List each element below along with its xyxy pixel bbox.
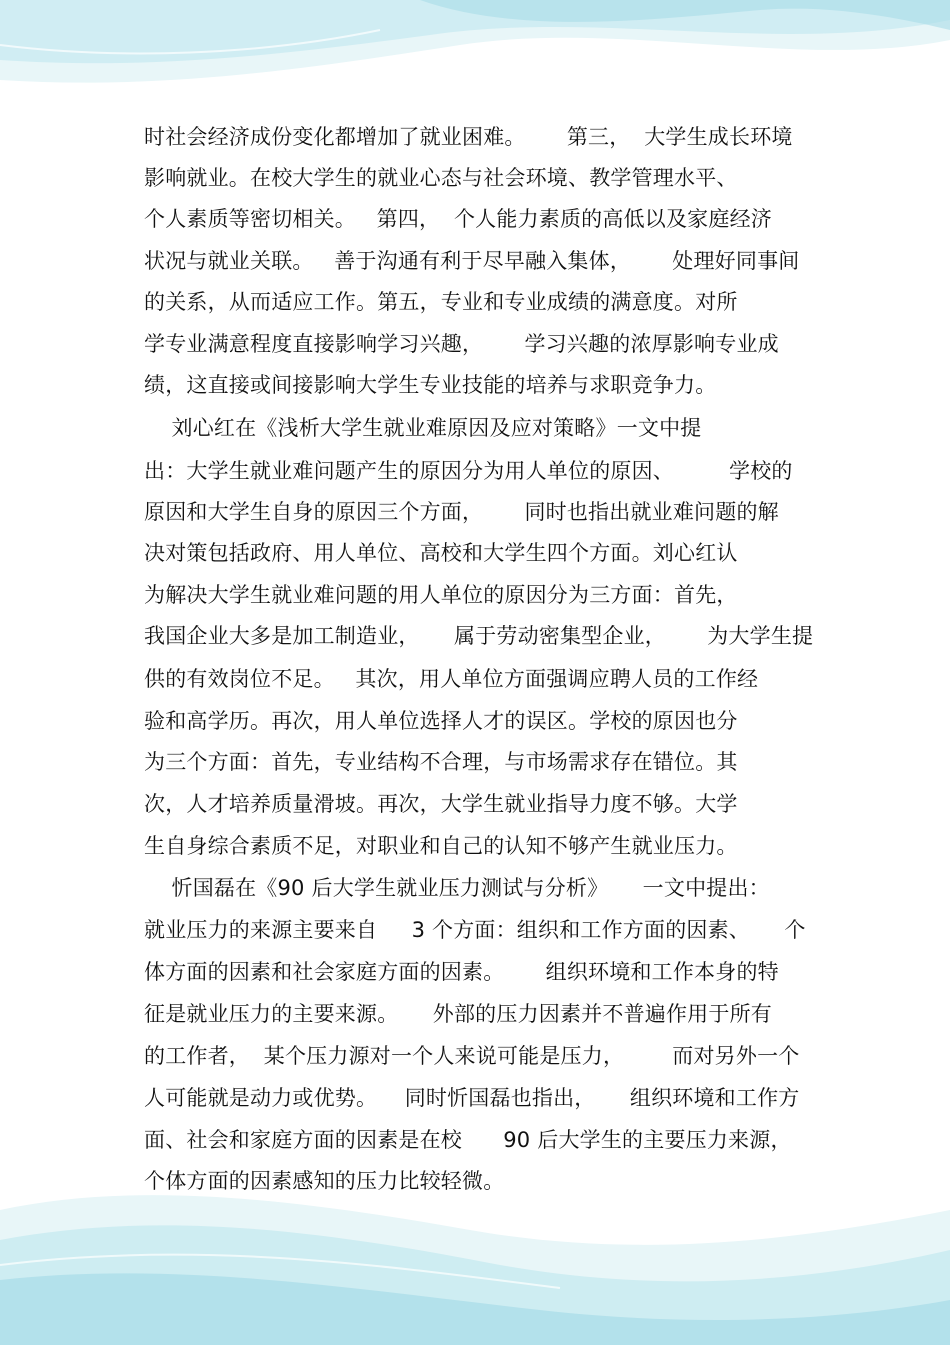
text-line: 就业压力的来源主要来自 3 个方面：组织和工作方面的因素、 个 (144, 918, 806, 942)
text-line: 次，人才培养质量滑坡。再次，大学生就业指导力度不够。大学 (144, 792, 738, 816)
text-line: 为三个方面：首先，专业结构不合理，与市场需求存在错位。其 (144, 750, 738, 774)
text-line: 为解决大学生就业难问题的用人单位的原因分为三方面：首先， (144, 583, 738, 607)
top-wave-decoration (0, 0, 950, 110)
text-line: 的关系，从而适应工作。第五，专业和专业成绩的满意度。对所 (144, 290, 738, 314)
text-line: 时社会经济成份变化都增加了就业困难。 第三， 大学生成长环境 (144, 125, 793, 149)
text-line: 绩，这直接或间接影响大学生专业技能的培养与求职竞争力。 (144, 373, 717, 397)
text-line: 验和高学历。再次，用人单位选择人才的误区。学校的原因也分 (144, 709, 738, 733)
text-line: 供的有效岗位不足。 其次，用人单位方面强调应聘人员的工作经 (144, 667, 759, 691)
text-line: 的工作者， 某个压力源对一个人来说可能是压力， 而对另外一个 (144, 1044, 800, 1068)
text-line: 人可能就是动力或优势。 同时忻国磊也指出， 组织环境和工作方 (144, 1086, 800, 1110)
text-line: 出：大学生就业难问题产生的原因分为用人单位的原因、 学校的 (144, 459, 793, 483)
text-line: 原因和大学生自身的原因三个方面， 同时也指出就业难问题的解 (144, 500, 779, 524)
text-line: 体方面的因素和社会家庭方面的因素。 组织环境和工作本身的特 (144, 960, 779, 984)
paragraph-start-line: 忻国磊在《90 后大学生就业压力测试与分析》 一文中提出： (144, 876, 770, 900)
text-line: 决对策包括政府、用人单位、高校和大学生四个方面。刘心红认 (144, 541, 738, 565)
text-line: 个体方面的因素感知的压力比较轻微。 (144, 1169, 505, 1193)
text-line: 个人素质等密切相关。 第四， 个人能力素质的高低以及家庭经济 (144, 207, 772, 231)
text-line: 状况与就业关联。 善于沟通有利于尽早融入集体， 处理好同事间 (144, 249, 800, 273)
paragraph-start-line: 刘心红在《浅析大学生就业难原因及应对策略》一文中提 (144, 416, 702, 440)
text-line: 学专业满意程度直接影响学习兴趣， 学习兴趣的浓厚影响专业成 (144, 332, 779, 356)
text-line: 面、社会和家庭方面的因素是在校 90 后大学生的主要压力来源， (144, 1128, 792, 1152)
text-line: 我国企业大多是加工制造业， 属于劳动密集型企业， 为大学生提 (144, 624, 814, 648)
text-line: 影响就业。在校大学生的就业心态与社会环境、教学管理水平、 (144, 166, 738, 190)
text-line: 征是就业压力的主要来源。 外部的压力因素并不普遍作用于所有 (144, 1002, 772, 1026)
text-line: 生自身综合素质不足，对职业和自己的认知不够产生就业压力。 (144, 834, 738, 858)
